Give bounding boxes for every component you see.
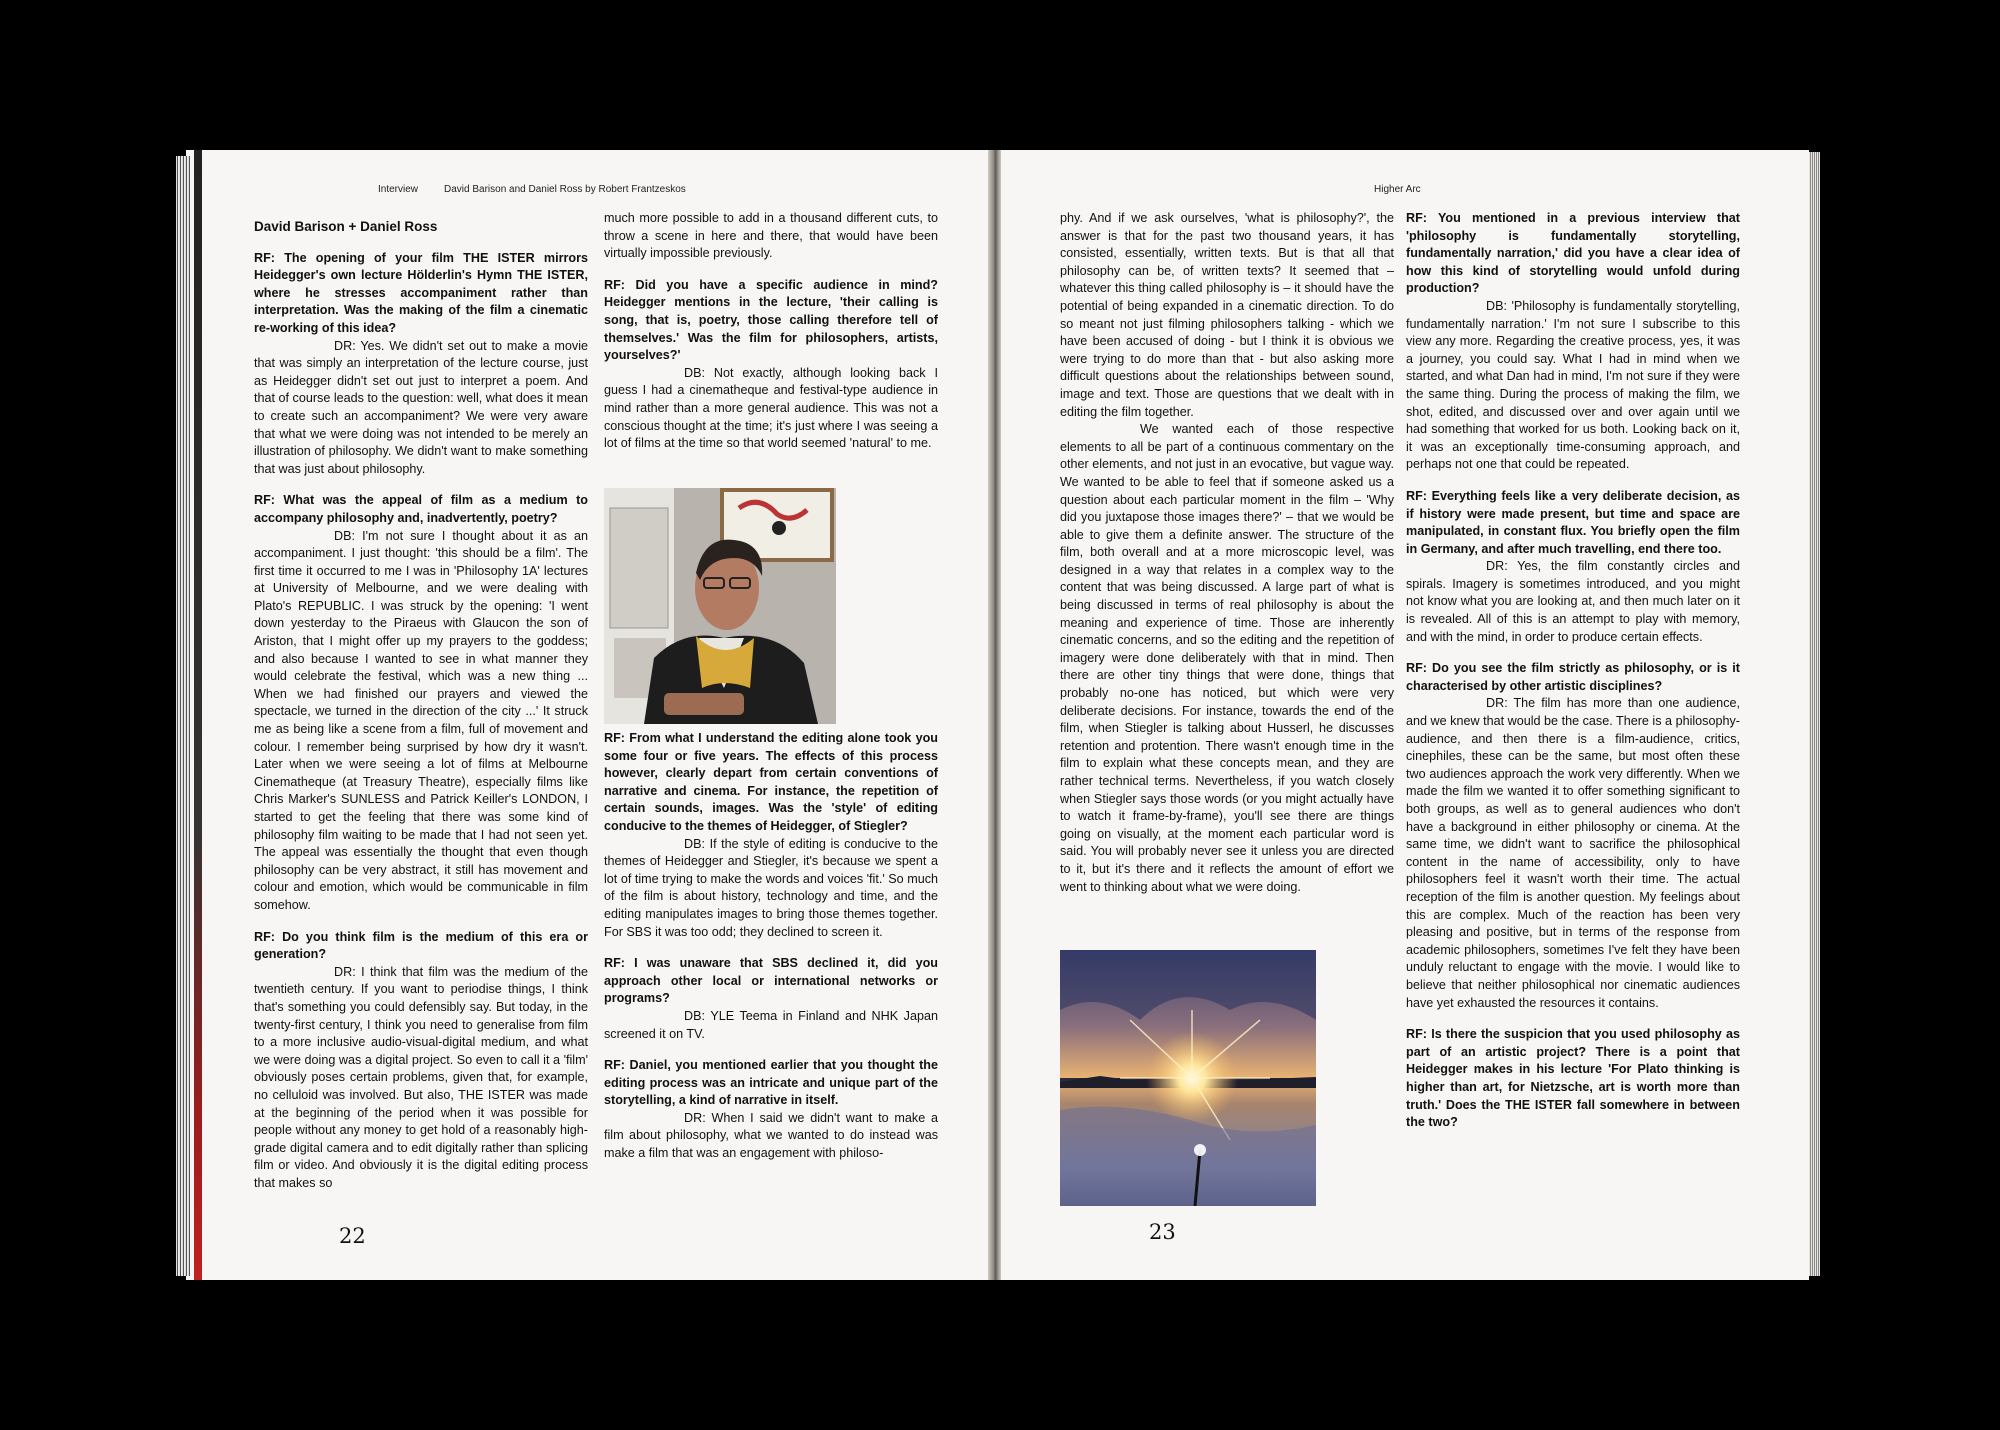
interview-answer: much more possible to add in a thousand different cuts, to throw a scene in here and there, that would have been virtually impossible previously. — [604, 211, 938, 261]
running-head-right: Higher Arc — [1374, 184, 1421, 195]
interview-question: RF: The opening of your film THE ISTER mirrors Heidegger's own lecture Hölderlin's Hymn THE ISTER, where he stresses accompaniment rather than interpretation. Was the making of the film a cinematic re-working of this idea? — [254, 250, 588, 335]
interview-question: RF: Daniel, you mentioned earlier that you thought the editing process was an intricate and unique part of the storytelling, a kind of narrative in itself. — [604, 1058, 938, 1108]
right-page — [1001, 150, 1809, 1280]
magazine-spread — [186, 150, 1820, 1280]
right-column-1 — [1060, 210, 1394, 896]
interview-answer: DR: When I said we didn't want to make a film about philosophy, what we wanted to do instead was make a film that was an engagement with philoso- — [604, 1110, 938, 1161]
page-number-right: 23 — [1149, 1220, 1176, 1244]
portrait-photo-icon — [604, 488, 836, 724]
sunset-photo-icon — [1060, 950, 1316, 1206]
interview-question: RF: Do you think film is the medium of this era or generation? — [254, 929, 588, 962]
interview-question: RF: Is there the suspicion that you used philosophy as part of an artistic project? There is a point that Heidegger makes in his lecture 'For Plato thinking is higher than art, for Nietzsche, art is worth more than truth.' Does the THE ISTER fall somewhere in between the two? — [1406, 1027, 1740, 1130]
interview-answer: DB: 'Philosophy is fundamentally storytelling, fundamentally narration.' I'm not sure I subscribe to this view any more. Regarding the creative process, yes, it was a journey, you could say. What I had in mind when we started, and what Dan had in mind, I'm not sure if they were the same thing. During the process of making the film, we shot, edited, and discussed over and over again until we had something that worked for us both. Looking back on it, it was an exceptionally time-consuming approach, and perhaps not one that could be repeated. — [1406, 298, 1740, 472]
right-column-2 — [1406, 210, 1740, 1132]
spine-gutter — [988, 150, 1001, 1280]
interview-question: RF: From what I understand the editing alone took you some four or five years. The effects of this process however, clearly depart from certain conventions of narrative and cinema. For instance, the repetition of certain sounds, images. Was the 'style' of editing conducive to the themes of Heidegger, of Stiegler? — [604, 731, 938, 833]
interview-question: RF: Everything feels like a very deliberate decision, as if history were made present, but time and space are manipulated, in constant flux. You briefly open the film in Germany, and after much travelling, end there too. — [1406, 488, 1740, 556]
interview-question: RF: Did you have a specific audience in mind? Heidegger mentions in the lecture, 'their calling is song, that is, poetry, those calling therefore tell of themselves.' Was the film for philosophers, artists, yourselves?' — [604, 277, 938, 363]
page-edge-left — [176, 156, 190, 1276]
left-page — [186, 150, 988, 1280]
interview-answer: DB: If the style of editing is conducive to the themes of Heidegger and Stiegler, it's because we spent a lot of time trying to make the words and voices 'fit.' So much of the film is about history, technology and time, and the editing manipulates images to bring those themes together. For SBS it was too odd; they declined to screen it. — [604, 836, 938, 939]
interview-answer: DR: I think that film was the medium of the twentieth century. If you want to periodise things, I think that's something you could defensibly say. But today, in the twenty-first century, I think you need to generalise from film to a more inclusive audio-visual-digital medium, and what we were doing was a digital project. So even to call it a 'film' obviously poses certain problems, given that, for example, no celluloid was involved. But also, THE ISTER was made at the beginning of the period when it was possible for people without any money to get hold of a reasonably high-grade digital camera and to edit digitally rather than splicing film or video. And obviously it is the digital editing process that makes so — [254, 964, 588, 1190]
page-edge-right — [1809, 152, 1820, 1276]
running-head-title: David Barison and Daniel Ross by Robert Frantzeskos — [444, 184, 686, 195]
portrait-photo — [604, 488, 836, 724]
interview-question: RF: Do you see the film strictly as philosophy, or is it characterised by other artistic disciplines? — [1406, 661, 1740, 693]
interview-answer: DB: I'm not sure I thought about it as an accompaniment. I just thought: 'this should be a film'. The first time it occurred to me I was in 'Philosophy 1A' lectures at University of Melbourne, and we were dealing with Plato's REPUBLIC. I was struck by the opening: 'I went down yesterday to the Piraeus with Glaucon the son of Ariston, that I might offer up my prayers to the goddess; and also because I wanted to see in what manner they would celebrate the festival, which was a new thing ... When we had finished our prayers and viewed the spectacle, we turned in the direction of the city ...' It struck me as being like a scene from a film, full of movement and colour. I remember being surprised by how dry it wasn't. Later when we were seeing a lot of films at Melbourne Cinematheque (at Treasury Theatre), especially films like Chris Marker's SUNLESS and Patrick Keiller's LONDON, I started to get the feeling that there was some kind of philosophy film waiting to be made that I had not seen yet. The appeal was essentially the thought that even though philosophy can be very abstract, it still has movement and colour and emotion, which would be communicable in film somehow. — [254, 528, 588, 912]
left-column-2-bottom — [604, 730, 938, 1163]
running-head-section: Interview — [378, 184, 419, 195]
interview-answer: We wanted each of those respective elements to all be part of a continuous commentary on the other elements, and not just in an evocative, but vague way. We wanted to be able to feel that if someone asked us a question about each particular moment in the film – 'Why did you juxtapose those images there?' – that we would be able to give them a definite answer. The structure of the film, both overall and at a more microscopic level, was designed in a way that relates in a complex way to the content that was being discussed. A large part of what is being discussed in terms of real philosophy is about the meaning and experience of time. Those are inherently cinematic concerns, and so the editing and the repetition of imagery were done deliberately with that in mind. Then there are other tiny things that were done, things that probably no-one has noticed, but which were very deliberate decisions. For instance, towards the end of the film, when Stiegler is talking about Husserl, he discusses retention and protention. There wasn't enough time in the film to explain what these concepts mean, and they are rather technical terms. Nevertheless, if you watch closely when Stiegler says those words (or you might actually have to watch it frame-by-frame), you'll see there are things going on visually, at the moment each particular word is said. You will probably never see it unless you are directed to it, but it's there and it reflects the amount of effort we went to thinking about what we were doing. — [1060, 422, 1394, 894]
interview-answer: DR: The film has more than one audience, and we knew that would be the case. There is a philosophy-audience, and then there is a film-audience, critics, cinephiles, these can be the same, but most often these two audiences approach the work very differently. When we made the film we wanted it to offer something significant to both groups, as well as to general audiences who don't have a background in either philosophy or cinema. At the same time, we didn't want to sacrifice the philosophical content in the name of accessibility, only to have philosophers feel it wasn't worth their time. The actual reception of the film is another question. My feelings about this are complex. Much of the reaction has been very pleasing and positive, but in terms of the response from academic philosophers, sometimes I've felt they have been unduly reluctant to engage with the movie. I would like to believe that neither philosophical nor cinematic audiences have yet exhausted the resources it contains. — [1406, 696, 1740, 1010]
interview-question: RF: I was unaware that SBS declined it, did you approach other local or international networks or programs? — [604, 956, 938, 1006]
interview-answer: DB: YLE Teema in Finland and NHK Japan screened it on TV. — [604, 1008, 938, 1041]
interview-answer: DR: Yes. We didn't set out to make a movie that was simply an interpretation of the lecture course, just as Heidegger didn't set out just to interpret a poem. And that of course leads to the question: well, what does it mean to create such an accompaniment? We were very aware that what we were doing was not intended to be merely an illustration of philosophy. We didn't want to make something that was just about philosophy. — [254, 338, 588, 476]
interview-answer: phy. And if we ask ourselves, 'what is philosophy?', the answer is that for the past two thousand years, it has consisted, essentially, written texts. But is that all that philosophy can be, of written texts? It seemed that – whatever this thing called philosophy is – it should have the potential of being expanded in a cinematic direction. To do so meant not just filming philosophers talking - which we have been accused of doing - but I think it is obvious we were trying to do more than that - but also asking more difficult questions about the relationships between sound, image and text. Those are questions that we dealt with in editing the film together. — [1060, 211, 1394, 419]
interview-question: RF: You mentioned in a previous interview that 'philosophy is fundamentally storytelling, fundamentally narration,' did you have a clear idea of how this kind of storytelling would unfold during production? — [1406, 211, 1740, 296]
article-title: David Barison + Daniel Ross — [254, 219, 438, 234]
interview-answer: DR: Yes, the film constantly circles and spirals. Imagery is sometimes introduced, and you might not know what you are looking at, and then much later on it is revealed. All of this is an attempt to play with memory, and with the mind, in order to produce certain effects. — [1406, 559, 1740, 644]
page-number-left: 22 — [339, 1224, 366, 1248]
sunset-photo — [1060, 950, 1316, 1206]
left-column-1 — [254, 218, 588, 1192]
page-edge-red — [194, 150, 202, 1280]
interview-answer: DB: Not exactly, although looking back I guess I had a cinematheque and festival-type audience in mind rather than a more general audience. This was not a conscious thought at the time; it's just where I was seeing a lot of films at the time so that world seemed 'natural' to me. — [604, 365, 938, 451]
interview-question: RF: What was the appeal of film as a medium to accompany philosophy and, inadvertently, poetry? — [254, 493, 588, 525]
left-column-2-top — [604, 210, 938, 453]
